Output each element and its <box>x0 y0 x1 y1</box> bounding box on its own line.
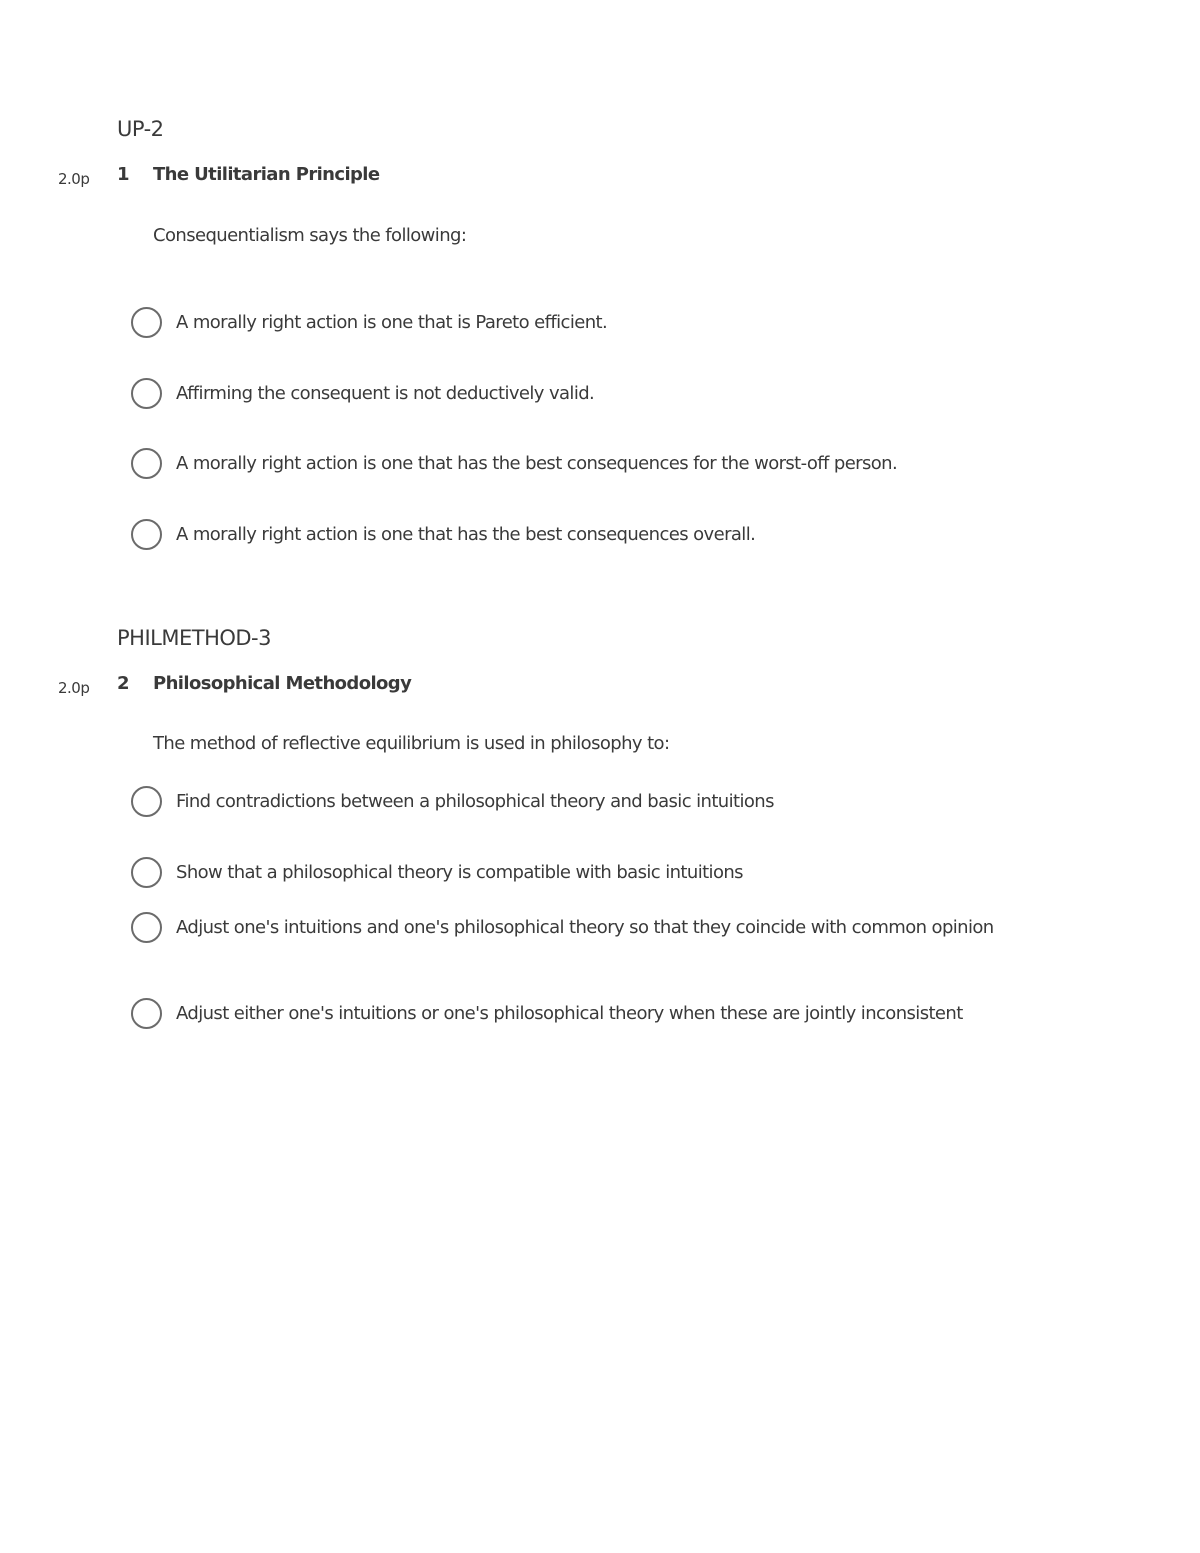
option-label: Adjust one's intuitions and one's philosophical theory so that they coincide with common opinion <box>176 917 994 938</box>
option-label: Find contradictions between a philosophical theory and basic intuitions <box>176 791 774 812</box>
option-label: A morally right action is one that has the best consequences overall. <box>176 524 756 545</box>
radio-button[interactable] <box>131 519 162 550</box>
question-1-prompt: Consequentialism says the following: <box>153 225 467 246</box>
question-1-number: 1 <box>117 164 130 185</box>
section-title-philmethod-3: PHILMETHOD-3 <box>117 626 271 650</box>
question-2-option-2[interactable] <box>131 857 1071 888</box>
question-2-option-4[interactable] <box>131 998 1071 1029</box>
section-title-up-2: UP-2 <box>117 117 164 141</box>
radio-button[interactable] <box>131 378 162 409</box>
question-1-option-2[interactable] <box>131 378 1071 409</box>
question-2-option-1[interactable] <box>131 786 1071 817</box>
question-2-title: Philosophical Methodology <box>153 673 412 694</box>
radio-button[interactable] <box>131 448 162 479</box>
question-1-title: The Utilitarian Principle <box>153 164 380 185</box>
question-2-prompt: The method of reflective equilibrium is used in philosophy to: <box>153 733 670 754</box>
question-2-number: 2 <box>117 673 130 694</box>
radio-button[interactable] <box>131 307 162 338</box>
option-label: Adjust either one's intuitions or one's philosophical theory when these are jointly inconsistent <box>176 1003 963 1024</box>
option-label: Show that a philosophical theory is compatible with basic intuitions <box>176 862 743 883</box>
option-label: Affirming the consequent is not deductively valid. <box>176 383 595 404</box>
option-label: A morally right action is one that has the best consequences for the worst-off person. <box>176 453 898 474</box>
question-2-option-3[interactable] <box>131 912 1011 943</box>
radio-button[interactable] <box>131 786 162 817</box>
question-1-option-3[interactable] <box>131 448 1071 479</box>
radio-button[interactable] <box>131 998 162 1029</box>
option-label: A morally right action is one that is Pareto efficient. <box>176 312 608 333</box>
radio-button[interactable] <box>131 857 162 888</box>
question-1-points: 2.0p <box>58 170 90 188</box>
question-2-points: 2.0p <box>58 679 90 697</box>
radio-button[interactable] <box>131 912 162 943</box>
question-1-option-1[interactable] <box>131 307 1071 338</box>
question-1-option-4[interactable] <box>131 519 1071 550</box>
